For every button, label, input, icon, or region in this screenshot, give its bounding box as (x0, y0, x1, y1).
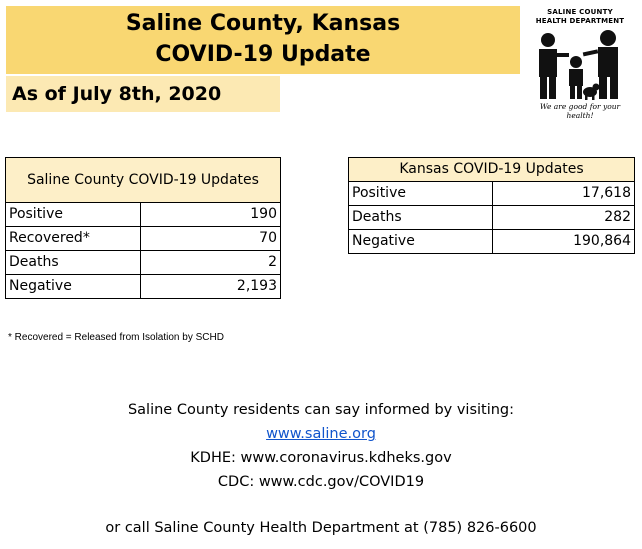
logo-org-line2: HEALTH DEPARTMENT (535, 17, 625, 25)
health-department-logo (526, 6, 634, 120)
table-row (6, 251, 281, 275)
kansas-row-label: Positive (349, 182, 493, 206)
table-row (349, 230, 635, 254)
county-row-value: 2,193 (140, 275, 280, 299)
family-silhouette-icon (526, 28, 634, 104)
info-line: Saline County residents can say informed by visiting: (127, 402, 515, 418)
county-row-label: Positive (6, 203, 141, 227)
county-row-value: 70 (140, 227, 280, 251)
call-info: or call Saline County Health Department at (785) 826-6600 (105, 520, 537, 536)
kansas-row-label: Negative (349, 230, 493, 254)
kansas-stats-table (348, 157, 635, 254)
county-row-label: Deaths (6, 251, 141, 275)
table-row (349, 182, 635, 206)
cdc-info: CDC: www.cdc.gov/COVID19 (217, 474, 425, 490)
county-row-label: Negative (6, 275, 141, 299)
footnote: * Recovered = Released from Isolation by SCHD (8, 332, 224, 343)
saline-website-link[interactable]: www.saline.org (266, 426, 376, 442)
county-stats-table (5, 157, 281, 299)
title-banner (6, 6, 520, 74)
county-row-value: 190 (140, 203, 280, 227)
kdhe-info: KDHE: www.coronavirus.kdheks.gov (190, 450, 452, 466)
logo-org-line1: SALINE COUNTY (547, 8, 613, 16)
logo-tagline: We are good for your health! (539, 102, 621, 120)
county-table-header: Saline County COVID-19 Updates (6, 158, 281, 203)
kansas-row-value: 190,864 (492, 230, 635, 254)
as-of-date: As of July 8th, 2020 (12, 83, 222, 105)
table-row (6, 203, 281, 227)
table-row (6, 227, 281, 251)
county-row-label: Recovered* (6, 227, 141, 251)
page-subtitle: COVID-19 Update (155, 42, 371, 67)
county-row-value: 2 (140, 251, 280, 275)
kansas-table-header: Kansas COVID-19 Updates (349, 158, 635, 182)
as-of-banner (6, 76, 280, 112)
page-title: Saline County, Kansas (125, 11, 401, 36)
table-row (6, 275, 281, 299)
kansas-row-label: Deaths (349, 206, 493, 230)
kansas-row-value: 17,618 (492, 182, 635, 206)
table-row (349, 206, 635, 230)
kansas-row-value: 282 (492, 206, 635, 230)
saline-link-row (0, 426, 642, 442)
